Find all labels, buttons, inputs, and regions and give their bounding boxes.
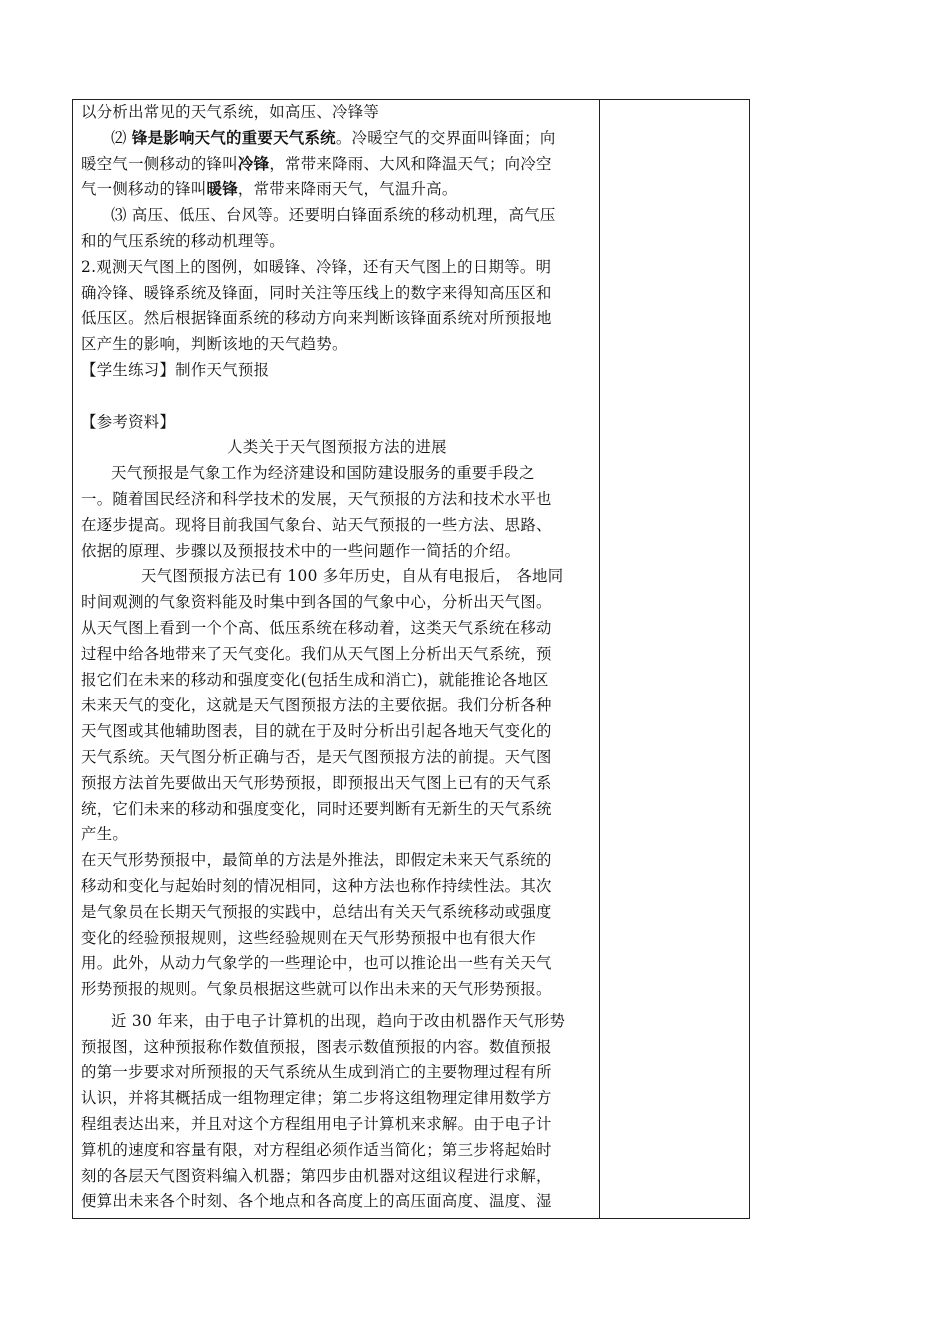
text-line: 的第一步要求对所预报的天气系统从生成到消亡的主要物理过程有所 [81, 1063, 552, 1082]
text-line: 和的气压系统的移动机理等。 [81, 231, 285, 250]
text-line: 气一侧移动的锋叫暖锋，常带来降雨天气，气温升高。 [81, 180, 458, 199]
text-line: 依据的原理、步骤以及预报技术中的一些问题作一简括的介绍。 [81, 541, 521, 560]
section-heading: 【参考资料】 [81, 412, 176, 431]
bold-term: 冷锋 [237, 154, 270, 173]
content-cell [81, 100, 593, 1215]
text-line: 统，它们未来的移动和强度变化，同时还要判断有无新生的天气系统 [81, 799, 552, 818]
text-line: 便算出未来各个时刻、各个地点和各高度上的高压面高度、温度、湿 [81, 1192, 552, 1211]
text-line: 以分析出常见的天气系统，如高压、冷锋等 [81, 103, 380, 121]
text-line: 未来天气的变化，这就是天气图预报方法的主要依据。我们分析各种 [81, 696, 552, 715]
lesson-table [72, 99, 750, 1219]
text-line: 变化的经验预报规则，这些经验规则在天气形势预报中也有很大作 [81, 928, 537, 947]
text-line: 时间观测的气象资料能及时集中到各国的气象中心，分析出天气图。 [81, 593, 552, 612]
text-line: 天气图预报方法已有 100 多年历史，自从有电报后， 各地同 [141, 567, 564, 586]
text-line: 是气象员在长期天气预报的实践中，总结出有关天气系统移动或强度 [81, 902, 552, 921]
text-line: 确冷锋、暖锋系统及锋面，同时关注等压线上的数字来得知高压区和 [81, 283, 552, 302]
blank-line [81, 384, 593, 410]
text-line: 暖空气一侧移动的锋叫冷锋，常带来降雨、大风和降温天气；向冷空 [81, 154, 552, 173]
text-line: 2.观测天气图上的图例，如暖锋、冷锋，还有天气图上的日期等。明 [81, 257, 552, 276]
text-line: 在天气形势预报中，最简单的方法是外推法，即假定未来天气系统的 [81, 851, 552, 870]
text-line: 一。随着国民经济和科学技术的发展，天气预报的方法和技术水平也 [81, 489, 552, 508]
column-divider [599, 100, 600, 1218]
text-line: 天气预报是气象工作为经济建设和国防建设服务的重要手段之 [111, 464, 535, 483]
text-line: 近 30 年来，由于电子计算机的出现，趋向于改由机器作天气形势 [111, 1011, 566, 1030]
text-line: 区产生的影响，判断该地的天气趋势。 [81, 335, 348, 354]
section-heading: 【学生练习】制作天气预报 [81, 360, 270, 379]
text-line: 报它们在未来的移动和强度变化(包括生成和消亡)，就能推论各地区 [81, 670, 549, 689]
text-line: 低压区。然后根据锋面系统的移动方向来判断该锋面系统对所预报地 [81, 309, 552, 328]
text-line: 天气系统。天气图分析正确与否，是天气图预报方法的前提。天气图 [81, 747, 552, 766]
article-title: 人类关于天气图预报方法的进展 [227, 438, 447, 457]
text-line: 刻的各层天气图资料编入机器；第四步由机器对这组议程进行求解， [81, 1166, 552, 1185]
text-line: 天气图或其他辅助图表，目的就在于及时分析出引起各地天气变化的 [81, 722, 552, 741]
text-line: 程组表达出来，并且对这个方程组用电子计算机来求解。由于电子计 [81, 1115, 552, 1134]
text-line: ⑵ 锋是影响天气的重要天气系统。冷暖空气的交界面叫锋面；向 [111, 128, 556, 147]
text-line: 从天气图上看到一个个高、低压系统在移动着，这类天气系统在移动 [81, 618, 552, 637]
text-line: 预报图，这种预报称作数值预报，图表示数值预报的内容。数值预报 [81, 1037, 552, 1056]
text-line: 算机的速度和容量有限，对方程组必须作适当简化；第三步将起始时 [81, 1140, 552, 1159]
text-line: 预报方法首先要做出天气形势预报，即预报出天气图上已有的天气系 [81, 773, 552, 792]
bold-term: 锋是影响天气的重要天气系统 [131, 128, 336, 147]
text-line: 在逐步提高。现将目前我国气象台、站天气预报的一些方法、思路、 [81, 515, 552, 534]
text-line: 过程中给各地带来了天气变化。我们从天气图上分析出天气系统，预 [81, 644, 552, 663]
text-line: 认识，并将其概括成一组物理定律；第二步将这组物理定律用数学方 [81, 1089, 552, 1108]
text-line: 形势预报的规则。气象员根据这些就可以作出未来的天气形势预报。 [81, 980, 552, 999]
bold-term: 暖锋 [206, 180, 238, 199]
text-line: ⑶ 高压、低压、台风等。还要明白锋面系统的移动机理，高气压 [111, 206, 556, 225]
text-line: 移动和变化与起始时刻的情况相同，这种方法也称作持续性法。其次 [81, 876, 552, 895]
text-line: 用。此外，从动力气象学的一些理论中，也可以推论出一些有关天气 [81, 954, 552, 973]
text-line: 产生。 [81, 825, 129, 844]
